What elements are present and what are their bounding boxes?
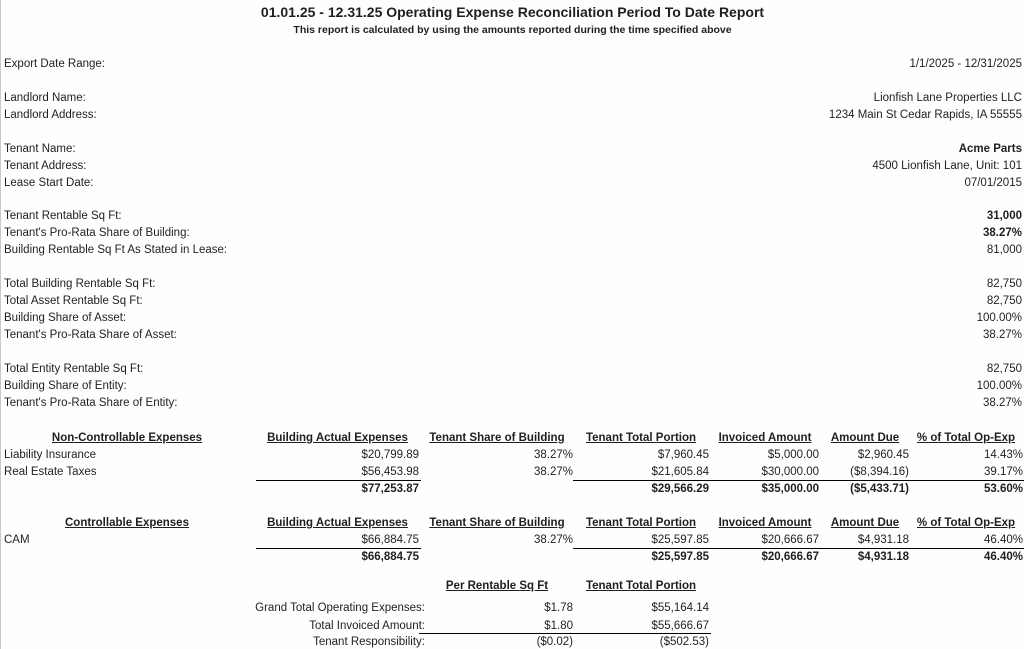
building-actual-value: $56,453.98 <box>361 466 419 478</box>
info-label: Tenant Address: <box>4 160 87 172</box>
expense-name: CAM <box>4 534 30 546</box>
column-header-tenant-share: Tenant Share of Building <box>429 517 565 529</box>
info-label: Tenant Rentable Sq Ft: <box>4 210 122 222</box>
building-actual-value: $66,884.75 <box>361 534 419 546</box>
info-value: Lionfish Lane Properties LLC <box>873 92 1022 104</box>
section-title-controllable: Controllable Expenses <box>65 517 189 529</box>
tenant-share-value: 38.27% <box>533 449 573 461</box>
tenant-total-value: $25,597.85 <box>651 534 709 546</box>
column-header-tenant-total: Tenant Total Portion <box>585 517 697 529</box>
table-row-real-estate-taxes <box>1 464 1024 481</box>
info-value: 1234 Main St Cedar Rapids, IA 55555 <box>828 109 1022 121</box>
info-value: 31,000 <box>986 210 1022 222</box>
info-row-total-asset-rentable <box>1 293 1024 310</box>
info-label: Landlord Address: <box>4 109 97 121</box>
tenant-total-total: $29,566.29 <box>651 483 709 495</box>
info-row-tenant-address <box>1 158 1024 175</box>
column-header-amount-due: Amount Due <box>830 432 900 444</box>
noncontrollable-header-row <box>1 430 1024 447</box>
tenant-total-total: $25,597.85 <box>651 551 709 563</box>
tenant-total-value: ($502.53) <box>659 636 709 648</box>
pct-opexp-value: 14.43% <box>983 449 1023 461</box>
info-value: 82,750 <box>986 363 1022 375</box>
column-header-pct-opexp: % of Total Op-Exp <box>916 517 1016 529</box>
info-row-tenant-rentable-sqft <box>1 208 1024 225</box>
info-label: Tenant Name: <box>4 143 76 155</box>
per-sqft-value: ($0.02) <box>536 636 573 648</box>
tenant-total-value: $55,666.67 <box>651 620 709 632</box>
column-header-building-actual: Building Actual Expenses <box>267 432 408 444</box>
info-row-building-share-asset <box>1 310 1024 327</box>
info-value: Acme Parts <box>958 143 1022 155</box>
amount-due-value: ($8,394.16) <box>850 466 909 478</box>
info-value: 82,750 <box>986 295 1022 307</box>
column-header-amount-due: Amount Due <box>830 517 900 529</box>
info-label: Tenant's Pro-Rata Share of Building: <box>4 227 190 239</box>
info-label: Total Building Rentable Sq Ft: <box>4 278 156 290</box>
info-row-building-share-entity <box>1 378 1024 395</box>
tenant-share-value: 38.27% <box>533 466 573 478</box>
table-row-cam <box>1 532 1024 549</box>
info-label: Landlord Name: <box>4 92 86 104</box>
amount-due-total: $4,931.18 <box>857 551 909 563</box>
invoiced-value: $5,000.00 <box>767 449 819 461</box>
building-actual-total: $66,884.75 <box>361 551 419 563</box>
info-value: 07/01/2015 <box>964 177 1022 189</box>
building-actual-total: $77,253.87 <box>361 483 419 495</box>
column-header-per-rentable-sqft: Per Rentable Sq Ft <box>445 580 549 592</box>
column-header-tenant-share: Tenant Share of Building <box>429 432 565 444</box>
info-row-export-date-range <box>1 56 1024 73</box>
invoiced-total: $20,666.67 <box>761 551 819 563</box>
per-sqft-value: $1.78 <box>544 602 573 614</box>
info-label: Building Share of Entity: <box>4 380 127 392</box>
total-row-controllable <box>1 549 1024 566</box>
column-header-tenant-total: Tenant Total Portion <box>585 432 697 444</box>
summary-label: Grand Total Operating Expenses: <box>255 602 425 614</box>
amount-due-value: $2,960.45 <box>857 449 909 461</box>
info-label: Tenant's Pro-Rata Share of Entity: <box>4 397 178 409</box>
info-row-prorata-share-asset <box>1 327 1024 344</box>
section-title-noncontrollable: Non-Controllable Expenses <box>51 432 203 444</box>
info-label: Export Date Range: <box>4 58 106 70</box>
info-value: 1/1/2025 - 12/31/2025 <box>909 58 1022 70</box>
info-value: 82,750 <box>986 278 1022 290</box>
column-header-building-actual: Building Actual Expenses <box>267 517 408 529</box>
tenant-share-value: 38.27% <box>533 534 573 546</box>
info-row-tenant-name <box>1 141 1024 158</box>
summary-row-tenant-responsibility <box>1 634 1024 649</box>
info-value: 38.27% <box>982 397 1022 409</box>
table-row-liability-insurance <box>1 447 1024 464</box>
report-subtitle: This report is calculated by using the amounts reported during the time specified above <box>293 24 732 36</box>
info-label: Lease Start Date: <box>4 177 94 189</box>
expense-name: Real Estate Taxes <box>4 466 97 478</box>
info-value: 100.00% <box>976 380 1022 392</box>
info-row-total-building-rentable <box>1 276 1024 293</box>
column-header-tenant-total-portion: Tenant Total Portion <box>585 580 697 592</box>
info-row-landlord-name <box>1 90 1024 107</box>
summary-label: Tenant Responsibility: <box>313 636 425 648</box>
amount-due-value: $4,931.18 <box>857 534 909 546</box>
per-sqft-value: $1.80 <box>544 620 573 632</box>
info-label: Tenant's Pro-Rata Share of Asset: <box>4 329 177 341</box>
summary-row-grand-total <box>1 600 1024 617</box>
controllable-header-row <box>1 515 1024 532</box>
expense-name: Liability Insurance <box>4 449 97 461</box>
info-row-total-entity-rentable <box>1 361 1024 378</box>
info-value: 4500 Lionfish Lane, Unit: 101 <box>872 160 1022 172</box>
pct-opexp-value: 46.40% <box>983 534 1023 546</box>
info-row-landlord-address <box>1 107 1024 124</box>
tenant-total-value: $55,164.14 <box>651 602 709 614</box>
info-row-building-rentable-lease <box>1 242 1024 259</box>
column-header-pct-opexp: % of Total Op-Exp <box>916 432 1016 444</box>
total-row-noncontrollable <box>1 481 1024 498</box>
info-value: 81,000 <box>986 244 1022 256</box>
info-label: Total Entity Rentable Sq Ft: <box>4 363 144 375</box>
info-row-lease-start-date <box>1 175 1024 192</box>
report-title: 01.01.25 - 12.31.25 Operating Expense Reconciliation Period To Date Report <box>260 4 765 20</box>
pct-opexp-value: 39.17% <box>983 466 1023 478</box>
info-row-prorata-share-entity <box>1 395 1024 412</box>
summary-header-row <box>1 578 1024 595</box>
tenant-total-value: $7,960.45 <box>657 449 709 461</box>
invoiced-total: $35,000.00 <box>761 483 819 495</box>
info-row-prorata-share-building <box>1 225 1024 242</box>
info-label: Building Share of Asset: <box>4 312 127 324</box>
tenant-total-value: $21,605.84 <box>651 466 709 478</box>
info-label: Total Asset Rentable Sq Ft: <box>4 295 143 307</box>
info-value: 38.27% <box>982 227 1022 239</box>
info-value: 100.00% <box>976 312 1022 324</box>
pct-opexp-total: 53.60% <box>983 483 1023 495</box>
building-actual-value: $20,799.89 <box>361 449 419 461</box>
column-header-invoiced: Invoiced Amount <box>718 517 812 529</box>
info-label: Building Rentable Sq Ft As Stated in Lease: <box>4 244 228 256</box>
amount-due-total: ($5,433.71) <box>850 483 909 495</box>
column-header-invoiced: Invoiced Amount <box>718 432 812 444</box>
pct-opexp-total: 46.40% <box>983 551 1023 563</box>
invoiced-value: $20,666.67 <box>761 534 819 546</box>
info-value: 38.27% <box>982 329 1022 341</box>
summary-label: Total Invoiced Amount: <box>309 620 425 632</box>
invoiced-value: $30,000.00 <box>761 466 819 478</box>
